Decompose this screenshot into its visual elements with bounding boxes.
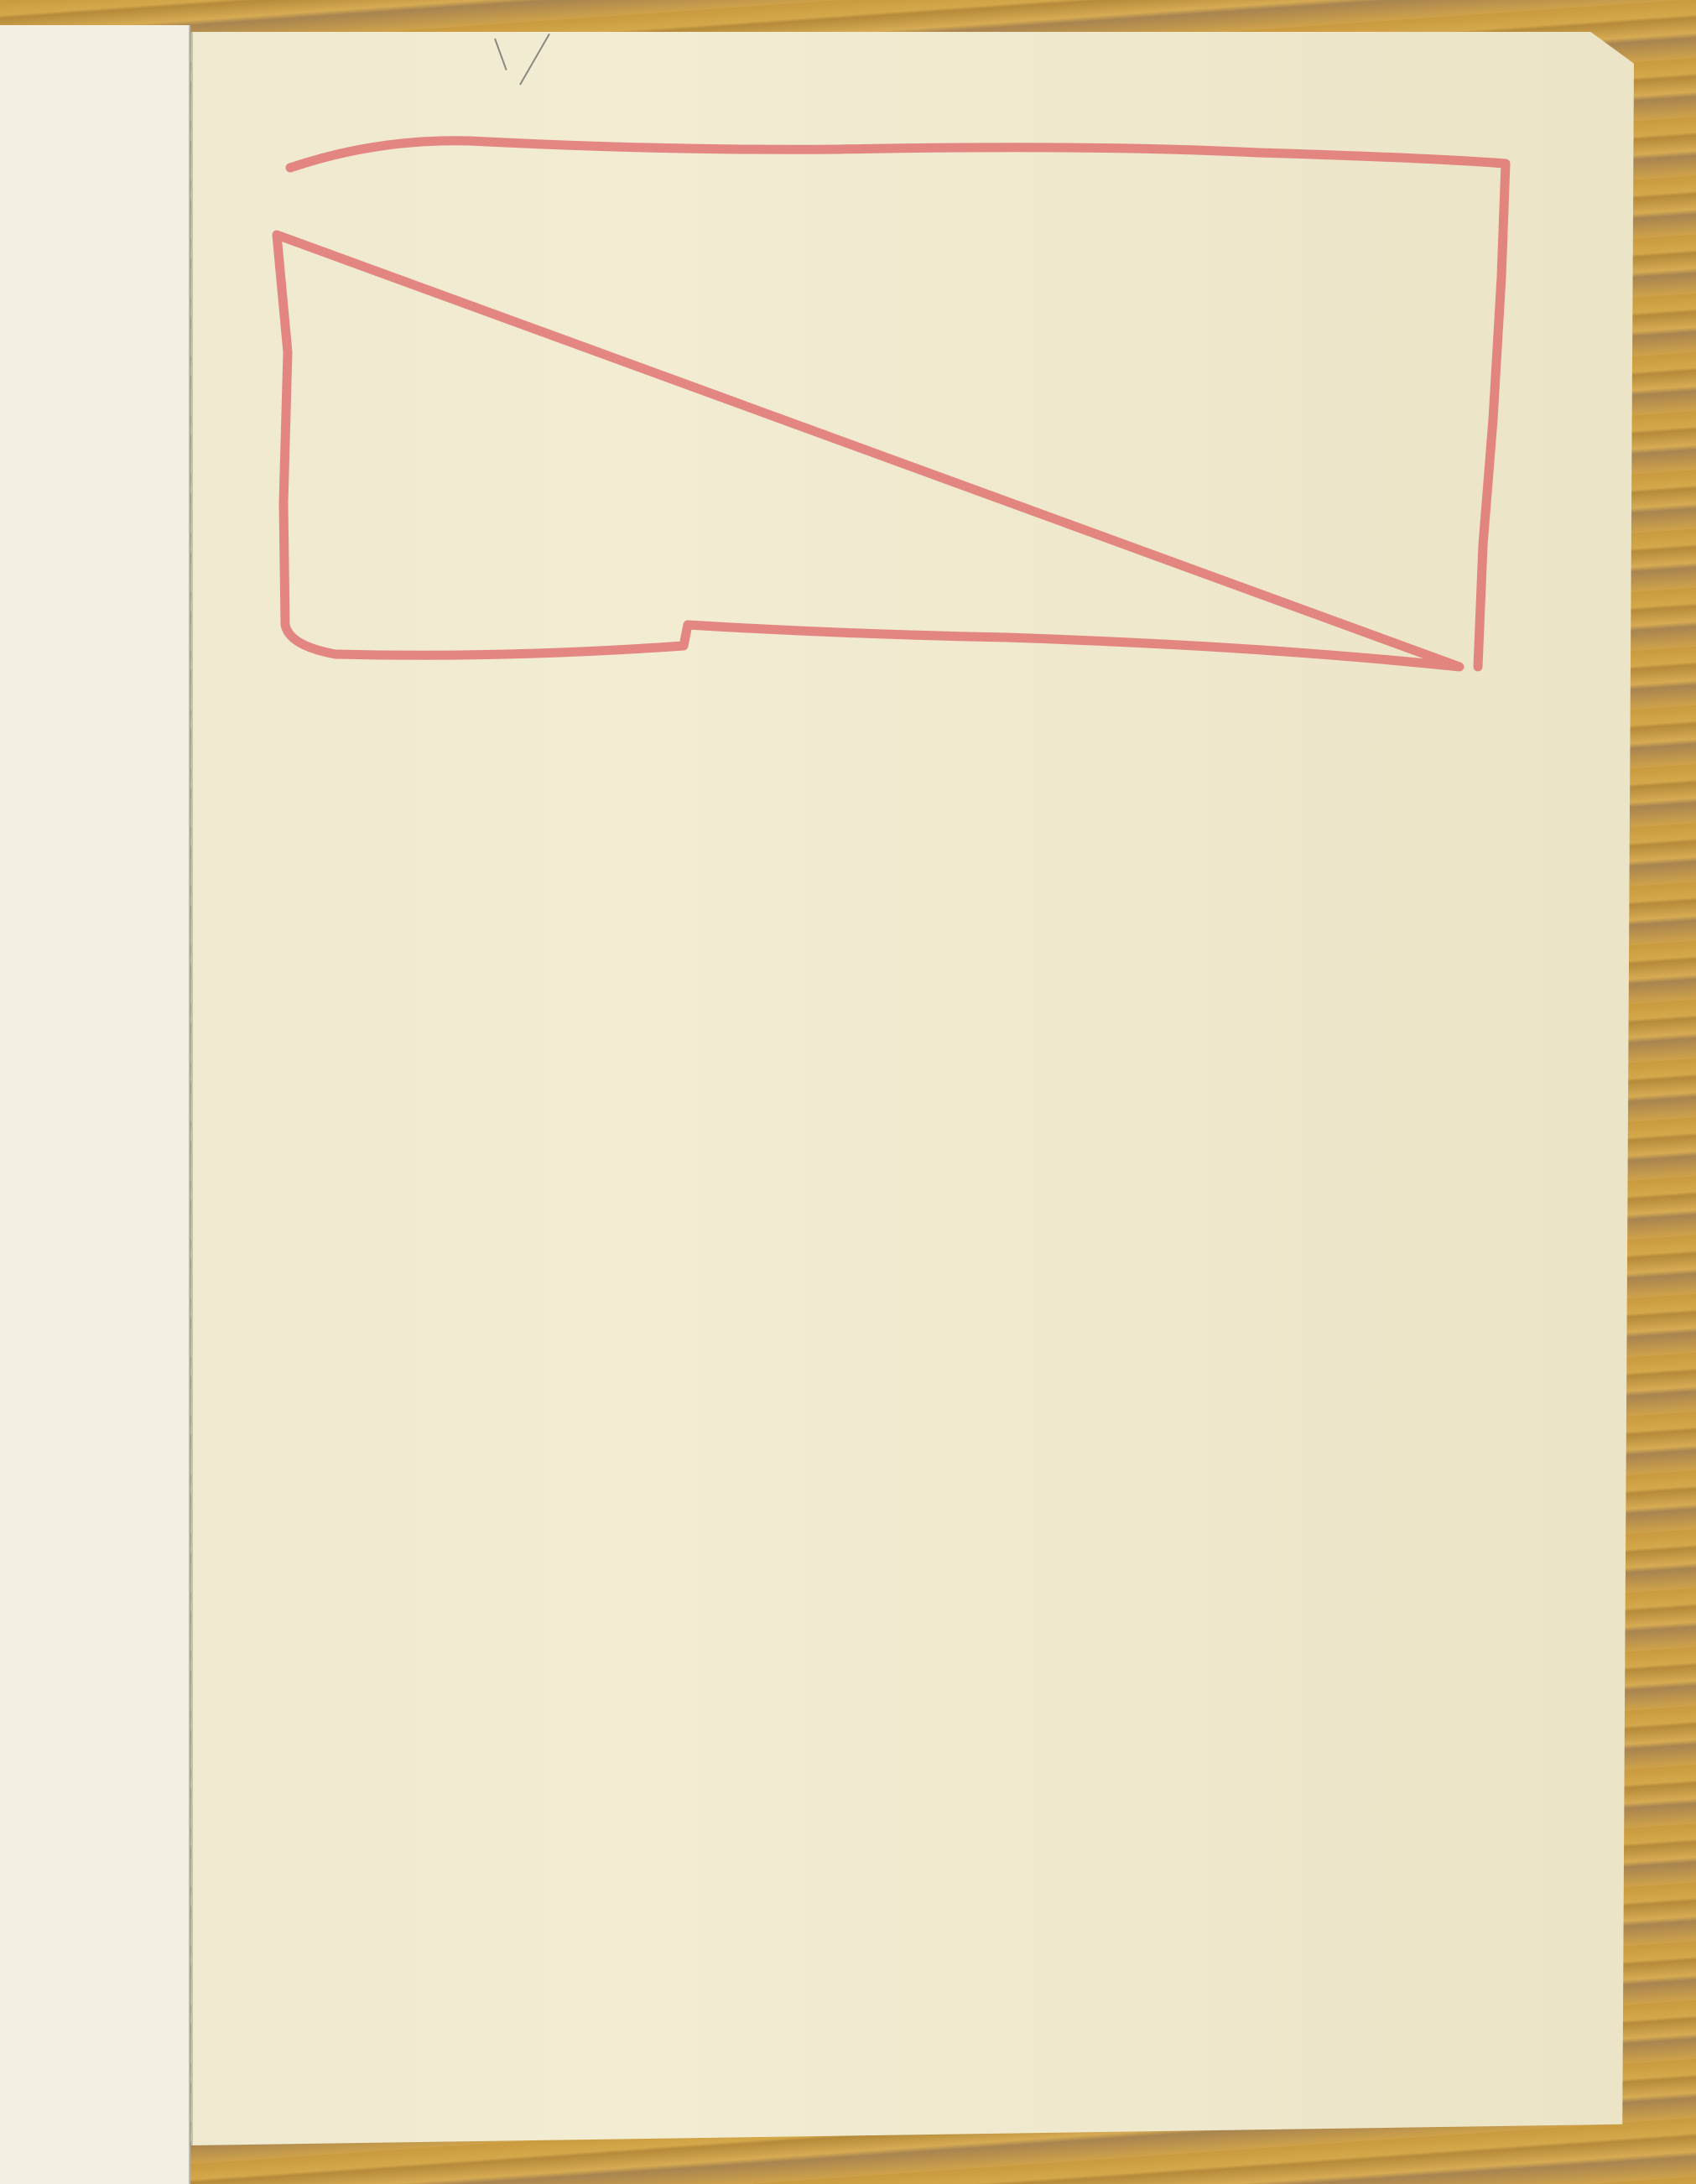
left-page (0, 25, 190, 2184)
page-edge (191, 32, 193, 2145)
book-page (191, 32, 1634, 2145)
